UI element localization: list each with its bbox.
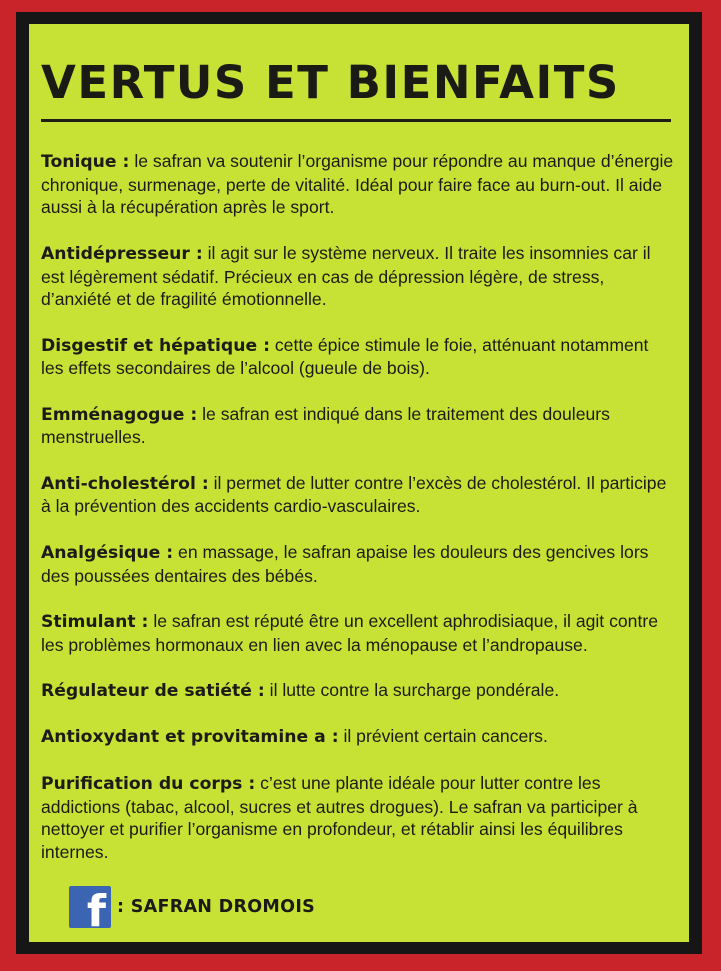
benefit-term: Disgestif et hépatique : — [41, 335, 270, 356]
poster-title: VERTUS ET BIENFAITS — [41, 56, 620, 109]
benefit-text: il agit sur le système nerveux. Il traite les insomnies car il est légèrement sédatif. Précieux en cas de dépression légère, de stress, d’anxiété et de fragilité émotionnelle. — [41, 242, 651, 310]
benefit-text: le safran est indiqué dans le traitement des douleurs menstruelles. — [41, 403, 610, 448]
benefit-term: Purification du corps : — [41, 773, 256, 794]
benefit-text: il prévient certain cancers. — [338, 726, 548, 747]
benefit-text: c’est une plante idéale pour lutter contre les addictions (tabac, alcool, sucres et autres drogues). Le safran va participer à nettoyer et purifier l’organisme en profondeur, et rétablir ainsi les équilibres internes. — [41, 772, 638, 862]
benefit-term: Antioxydant et provitamine a : — [41, 727, 339, 748]
facebook-glyph: f — [86, 886, 106, 928]
title-divider — [41, 119, 671, 122]
poster-panel — [29, 24, 689, 942]
benefit-item-tonique — [41, 150, 675, 219]
benefit-text: il permet de lutter contre l’excès de cholestérol. Il participe à la prévention des accidents cardio-vasculaires. — [41, 472, 667, 517]
benefit-term: Tonique : — [41, 152, 130, 172]
benefit-term: Stimulant : — [41, 611, 149, 632]
benefit-term: Analgésique : — [41, 542, 174, 563]
facebook-icon — [69, 886, 111, 928]
benefit-term: Antidépresseur : — [41, 243, 203, 264]
benefits-list — [41, 150, 675, 864]
benefit-text: cette épice stimule le foie, atténuant notamment les effets secondaires de l’alcool (gueule de bois). — [41, 334, 649, 379]
benefit-term: Régulateur de satiété : — [41, 681, 265, 702]
benefit-term: Anti-cholestérol : — [41, 473, 209, 494]
benefit-term: Emménagogue : — [41, 404, 198, 425]
benefit-text: le safran va soutenir l’organisme pour répondre au manque d’énergie chronique, surmenage, perte de vitalité. Idéal pour faire face au burn-out. Il aide aussi à la récupération après le sport. — [41, 151, 674, 218]
benefit-item-digestif — [41, 334, 675, 380]
benefit-item-anti-cholesterol — [41, 472, 675, 518]
benefit-text: il lutte contre la surcharge pondérale. — [264, 680, 560, 701]
poster — [16, 12, 702, 954]
facebook-page-name: : SAFRAN DROMOIS — [117, 897, 316, 917]
benefit-item-analgesique — [41, 541, 675, 587]
benefit-item-stimulant — [41, 610, 675, 656]
benefit-item-antioxydant — [41, 725, 675, 749]
benefit-item-regulateur — [41, 679, 675, 703]
benefit-text: en massage, le safran apaise les douleurs des gencives lors des poussées dentaires des bébés. — [41, 541, 649, 586]
benefit-item-purification — [41, 772, 675, 864]
benefit-text: le safran est réputé être un excellent aphrodisiaque, il agit contre les problèmes hormonaux en lien avec la ménopause et l’andropause. — [41, 610, 658, 655]
facebook-footer — [69, 886, 315, 928]
benefit-item-emmenagogue — [41, 403, 675, 449]
benefit-item-antidepresseur — [41, 242, 675, 311]
